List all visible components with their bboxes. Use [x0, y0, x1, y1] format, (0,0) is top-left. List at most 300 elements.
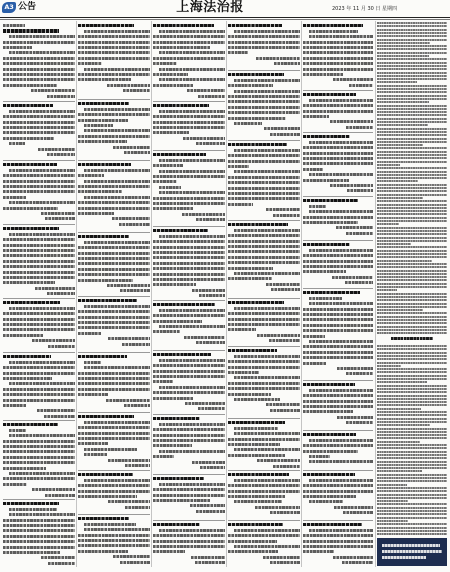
text-line [228, 540, 277, 543]
announcement-heading [303, 383, 355, 387]
announcement-block [153, 474, 225, 520]
announcement-block [153, 150, 225, 226]
text-line [78, 78, 131, 81]
text-line [78, 262, 150, 265]
text-line [78, 257, 150, 260]
text-line [159, 529, 225, 532]
text-line [303, 495, 356, 498]
classified-line [377, 500, 408, 502]
text-line [3, 450, 75, 453]
text-line [334, 506, 373, 509]
text-line [228, 534, 300, 537]
text-line [309, 439, 373, 442]
block-separator [228, 140, 300, 141]
text-line [3, 68, 75, 71]
text-line [78, 140, 127, 143]
text-line [78, 310, 150, 313]
announcement-heading [153, 153, 206, 157]
block-separator [228, 298, 300, 299]
text-line [153, 267, 225, 270]
text-line [309, 99, 373, 102]
announcement-block [153, 414, 225, 474]
advertising-box [377, 538, 447, 566]
block-separator [303, 196, 373, 197]
text-line [78, 490, 150, 493]
classified-line [377, 147, 447, 149]
block-separator [153, 101, 225, 102]
classified-line [377, 421, 447, 423]
text-line [257, 334, 300, 337]
classified-line [377, 490, 447, 492]
text-line [303, 324, 373, 327]
text-line [234, 122, 262, 125]
announcement-block [78, 232, 150, 296]
block-separator [78, 296, 150, 297]
text-line [228, 117, 286, 120]
classified-line [377, 358, 447, 360]
announcement-block [153, 350, 225, 414]
text-line [108, 500, 150, 503]
text-line [153, 84, 193, 87]
announcement-block [228, 520, 300, 567]
classified-line [377, 388, 447, 390]
block-separator [153, 226, 225, 227]
text-line [78, 550, 128, 553]
text-line [78, 388, 150, 391]
text-line [84, 479, 150, 482]
text-line [78, 321, 150, 324]
classified-line [377, 223, 399, 225]
classified-line [377, 299, 447, 301]
classified-line [377, 217, 447, 219]
classified-line [377, 530, 447, 532]
block-separator [78, 352, 150, 353]
text-line [270, 133, 300, 136]
text-line [153, 115, 225, 118]
classified-line [377, 303, 447, 305]
text-line [303, 146, 373, 149]
classified-line [377, 309, 423, 311]
announcement-block [303, 90, 373, 132]
classified-line [377, 428, 447, 430]
text-line [78, 252, 150, 255]
classified-line [377, 385, 447, 387]
announcement-block [303, 470, 373, 520]
classified-line [377, 306, 447, 308]
text-line [303, 335, 325, 338]
text-line [303, 104, 373, 107]
classified-line [377, 246, 447, 248]
text-line [3, 254, 75, 257]
classified-line [377, 174, 447, 176]
text-line [274, 62, 300, 65]
text-line [9, 35, 75, 38]
text-line [228, 245, 300, 248]
text-line [303, 57, 373, 60]
classified-line [377, 210, 447, 212]
classified-line [377, 230, 447, 232]
text-line [228, 312, 300, 315]
text-line [200, 466, 225, 469]
text-line [228, 371, 259, 374]
text-line [303, 345, 373, 348]
text-line [228, 250, 300, 253]
announcement-heading [303, 135, 350, 139]
text-line [9, 307, 75, 310]
text-line [3, 180, 75, 183]
text-line [309, 30, 358, 33]
text-line [228, 46, 300, 49]
text-line [78, 73, 150, 76]
text-line [9, 142, 25, 145]
classified-line [377, 368, 447, 370]
announcement-heading [78, 235, 129, 239]
text-line [303, 394, 373, 397]
classified-line [377, 434, 447, 436]
text-line [228, 160, 300, 163]
classified-line [377, 494, 447, 496]
text-line [153, 494, 225, 497]
text-line [347, 189, 373, 192]
text-line [159, 170, 225, 173]
text-line [3, 440, 75, 443]
classified-line [377, 35, 447, 37]
classified-line [377, 98, 447, 100]
classified-line [377, 29, 447, 31]
text-line [228, 495, 285, 498]
text-line [228, 454, 285, 457]
announcement-heading [3, 502, 59, 506]
text-line [153, 439, 225, 442]
announcement-heading [228, 473, 289, 477]
classified-line [377, 523, 447, 525]
classified-line [377, 437, 447, 439]
block-separator [228, 220, 300, 221]
block-separator [78, 470, 150, 471]
classified-line [377, 154, 447, 156]
text-line [270, 409, 300, 412]
classified-column [377, 21, 447, 536]
text-line [257, 459, 300, 462]
classified-line [377, 381, 427, 383]
block-separator [228, 70, 300, 71]
text-line [124, 151, 150, 154]
text-line [9, 201, 75, 204]
text-line [9, 508, 57, 511]
classified-line [377, 326, 447, 328]
classified-line [377, 128, 447, 130]
text-line [303, 51, 373, 54]
text-line [303, 254, 373, 257]
announcement-block [3, 352, 75, 420]
classified-line [377, 457, 447, 459]
text-line [303, 41, 373, 44]
text-line [35, 287, 75, 290]
text-line [337, 416, 373, 419]
classified-line [377, 507, 447, 509]
text-line [345, 281, 373, 284]
text-line [106, 399, 150, 402]
classified-line [377, 404, 447, 406]
classified-line [377, 329, 447, 331]
text-line [303, 216, 373, 219]
text-line [234, 432, 300, 435]
text-line [256, 57, 300, 60]
classified-line [377, 81, 417, 83]
text-line [273, 214, 300, 217]
text-line [37, 409, 75, 412]
classified-line [377, 286, 447, 288]
classified-line [377, 138, 447, 140]
text-line [3, 46, 32, 49]
text-line [234, 376, 300, 379]
text-line [228, 176, 300, 179]
text-line [153, 391, 225, 394]
text-line [84, 180, 150, 183]
text-line [234, 149, 300, 152]
text-line [41, 212, 75, 215]
announcement-heading [228, 223, 288, 227]
text-line [3, 57, 75, 60]
text-line [153, 73, 188, 76]
text-line [153, 175, 225, 178]
text-line [159, 423, 225, 426]
text-line [44, 415, 75, 418]
classified-line [377, 32, 447, 34]
classified-line [377, 424, 430, 426]
block-separator [228, 346, 300, 347]
text-line [3, 377, 52, 380]
text-line [78, 46, 150, 49]
text-line [303, 157, 373, 160]
column-rule [375, 21, 376, 567]
text-line [3, 131, 75, 134]
classified-line [377, 447, 447, 449]
text-line [309, 210, 373, 213]
text-line [78, 119, 128, 122]
block-separator [3, 298, 75, 299]
text-line [159, 110, 225, 113]
classified-line [377, 513, 447, 515]
block-separator [153, 520, 225, 521]
classified-line [377, 105, 447, 107]
text-line [234, 427, 278, 430]
classified-line [377, 464, 447, 466]
text-line [183, 137, 225, 140]
block-separator [153, 300, 225, 301]
classified-line [377, 470, 422, 472]
text-line [228, 484, 300, 487]
announcement-heading [78, 517, 129, 521]
text-line [3, 519, 75, 522]
text-line [153, 126, 225, 129]
text-line [3, 190, 75, 193]
classified-line [377, 124, 428, 126]
text-line [228, 267, 273, 270]
text-line [234, 529, 300, 532]
text-line [78, 495, 137, 498]
text-line [84, 421, 150, 424]
text-line [228, 165, 249, 168]
text-line [153, 380, 173, 383]
announcement-heading [3, 29, 59, 33]
text-line [159, 450, 225, 453]
text-line [3, 372, 75, 375]
text-line [184, 336, 225, 339]
announcement-heading [153, 353, 211, 357]
classified-line [377, 167, 447, 169]
text-line [273, 465, 300, 468]
text-line [349, 84, 373, 87]
classified-line [377, 451, 447, 453]
block-separator [78, 160, 150, 161]
text-line [3, 323, 75, 326]
text-line [78, 279, 133, 282]
text-line [84, 448, 137, 451]
text-line [303, 545, 373, 548]
text-line [185, 402, 225, 405]
announcement-block [78, 296, 150, 352]
announcement-block [228, 470, 300, 520]
classified-line [377, 101, 429, 103]
announcement-block [153, 101, 225, 150]
text-line [153, 240, 225, 243]
text-line [153, 46, 210, 49]
text-line [196, 341, 225, 344]
classified-line [377, 108, 447, 110]
text-line [78, 41, 150, 44]
text-line [153, 499, 210, 502]
block-separator [3, 160, 75, 161]
classified-line [377, 62, 447, 64]
classified-line [377, 444, 447, 446]
classified-line [377, 273, 447, 275]
classified-line [377, 378, 447, 380]
text-line [309, 173, 373, 176]
classified-line [377, 91, 447, 93]
text-line [78, 393, 108, 396]
text-line [303, 410, 353, 413]
text-line [123, 89, 151, 92]
block-separator [303, 240, 373, 241]
text-line [269, 339, 300, 342]
text-line [153, 278, 225, 281]
text-line [303, 351, 373, 354]
block-separator [228, 520, 300, 521]
classified-line [377, 312, 447, 314]
announcement-heading [153, 523, 200, 527]
text-line [228, 41, 300, 44]
classified-line [377, 477, 447, 479]
classified-line [377, 237, 447, 239]
text-line [78, 377, 150, 380]
text-line [153, 262, 225, 265]
classified-line [377, 121, 447, 123]
classified-line [377, 408, 421, 410]
text-line [3, 84, 57, 87]
classified-line [377, 510, 447, 512]
text-line [125, 464, 150, 467]
text-line [159, 78, 225, 81]
text-line [3, 366, 75, 369]
masthead: 上海法治报 [176, 0, 244, 15]
text-line [228, 84, 273, 87]
text-line [3, 207, 58, 210]
text-line [159, 483, 225, 486]
text-line [234, 170, 300, 173]
classified-line [377, 454, 447, 456]
announcement-heading [303, 473, 355, 477]
announcement-block [78, 99, 150, 160]
text-line [108, 459, 150, 462]
announcement-heading [78, 355, 127, 359]
text-line [192, 461, 225, 464]
text-line [153, 428, 225, 431]
classified-line [377, 161, 447, 163]
text-line [3, 260, 75, 263]
text-line [153, 370, 225, 373]
classified-line [377, 22, 447, 24]
text-line [228, 393, 271, 396]
text-line [346, 232, 373, 235]
text-line [3, 388, 75, 391]
announcement-heading [228, 349, 277, 353]
classified-line [377, 187, 447, 189]
text-line [113, 555, 150, 558]
block-separator [303, 288, 373, 289]
classified-line [377, 517, 447, 519]
announcement-block [153, 520, 225, 567]
text-line [78, 326, 150, 329]
announcement-block [228, 298, 300, 346]
classified-line [377, 95, 447, 97]
text-line [303, 265, 373, 268]
text-line [153, 180, 177, 183]
text-line [3, 456, 75, 459]
text-line [125, 506, 150, 509]
classified-line [377, 75, 447, 77]
text-line [113, 146, 150, 149]
classified-line [377, 348, 447, 350]
text-line [124, 404, 150, 407]
text-line [9, 110, 75, 113]
classified-line [377, 527, 447, 529]
text-line [3, 126, 75, 129]
announcement-column [228, 21, 300, 567]
text-line [84, 523, 136, 526]
announcement-block [153, 300, 225, 350]
text-line [228, 550, 278, 553]
text-line [309, 460, 373, 463]
classified-line [377, 65, 447, 67]
classified-line [377, 157, 447, 159]
text-line [3, 318, 75, 321]
announcement-heading [228, 523, 283, 527]
classified-line [377, 296, 447, 298]
text-line [303, 73, 343, 76]
classified-line [377, 45, 447, 47]
text-line [153, 550, 185, 553]
block-separator [3, 499, 75, 500]
text-line [303, 329, 373, 332]
text-line [3, 404, 26, 407]
text-line [3, 483, 27, 486]
announcement-block [228, 21, 300, 70]
text-line [9, 169, 75, 172]
text-line [3, 535, 75, 538]
text-line [303, 110, 373, 113]
text-line [234, 500, 282, 503]
